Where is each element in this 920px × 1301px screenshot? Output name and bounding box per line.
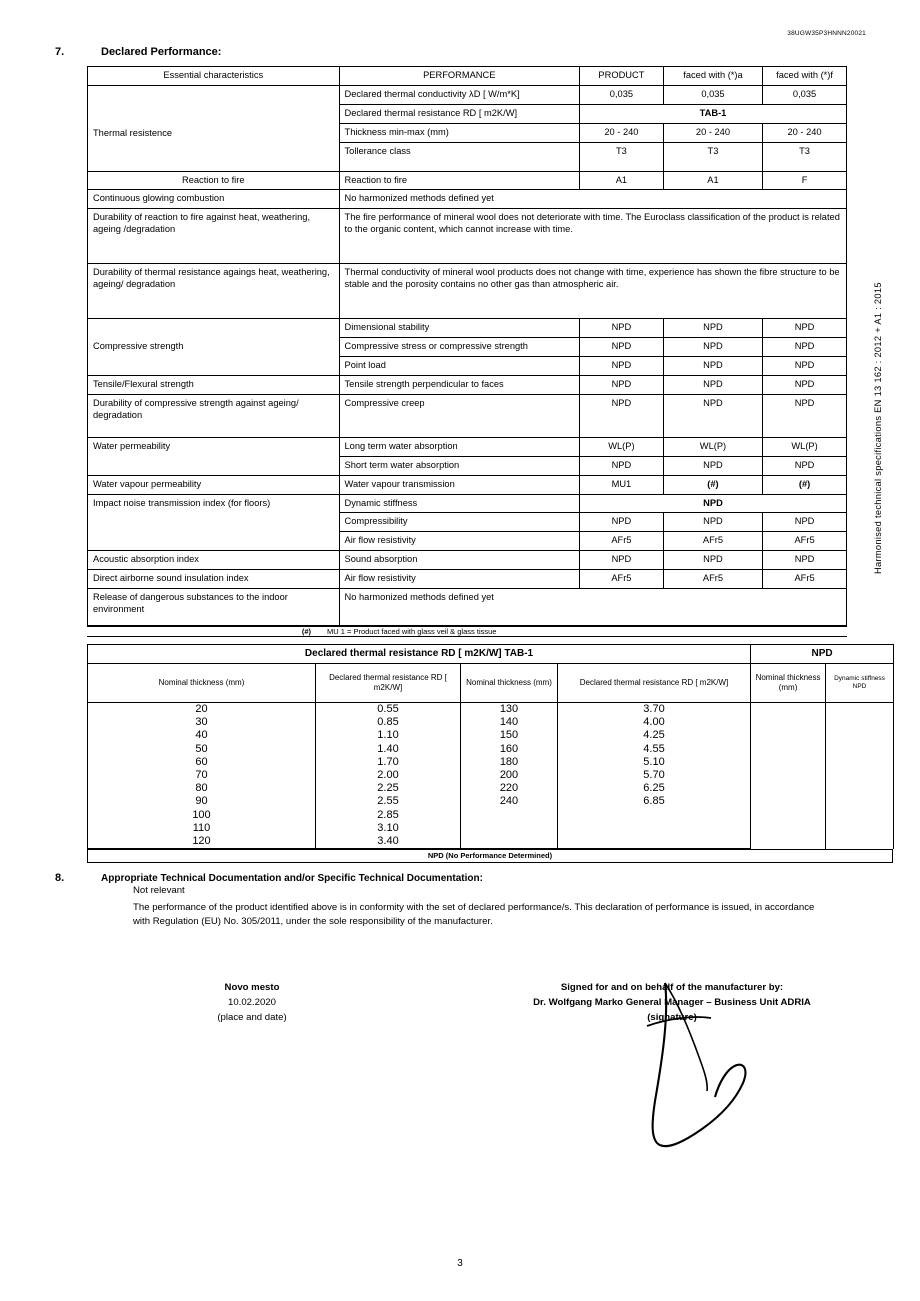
section-7-number: 7.: [55, 46, 65, 58]
section-8-heading: [52, 872, 868, 884]
char-water-permeability: Water permeability: [88, 437, 340, 475]
tab1-header-row: [88, 664, 894, 703]
place-and-date-label: (place and date): [217, 1011, 287, 1023]
value-faced-f: 0,035: [763, 85, 847, 104]
char-durability-compressive-strength: Durability of compressive strength against ageing/ degradation: [88, 394, 340, 437]
tab1-thickness-1: 40: [88, 729, 316, 742]
value-faced-f: NPD: [763, 456, 847, 475]
section-8-number: 8.: [55, 872, 65, 885]
tab1-thickness-1: 110: [88, 822, 316, 835]
tab1-thickness-1: 60: [88, 756, 316, 769]
tab1-thickness-1: 30: [88, 716, 316, 729]
perf-no-harmonized-methods-2: No harmonized methods defined yet: [339, 589, 846, 626]
value-product: MU1: [580, 475, 664, 494]
value-faced-a: (#): [663, 475, 762, 494]
char-water-vapour-permeability: Water vapour permeability: [88, 475, 340, 494]
table-row: [88, 319, 847, 338]
perf-compressibility: Compressibility: [339, 513, 579, 532]
value-product: WL(P): [580, 437, 664, 456]
signed-for-label: Signed for and on behalf of the manufacturer by:: [560, 981, 784, 993]
signature-block: [52, 981, 868, 1171]
tab1-rd-2: 4.00: [558, 716, 751, 729]
value-product: NPD: [580, 551, 664, 570]
char-impact-noise-transmission: Impact noise transmission index (for floors): [88, 494, 340, 551]
value-faced-a: T3: [663, 142, 762, 171]
value-faced-f: 20 - 240: [763, 123, 847, 142]
tab1-header-nominal-thickness-1: Nominal thickness (mm): [88, 664, 316, 703]
value-faced-a: AFr5: [663, 570, 762, 589]
tab1-npd-title: NPD: [751, 645, 894, 664]
table-row: [88, 376, 847, 395]
tab1-thickness-2: 220: [461, 782, 558, 795]
tab1-rd-2: 5.70: [558, 769, 751, 782]
table-row: [88, 570, 847, 589]
char-durability-thermal-resistance: Durability of thermal resistance agaings heat, weathering, ageing/ degradation: [88, 264, 340, 319]
tab1-rd-2: 6.25: [558, 782, 751, 795]
value-product: 0,035: [580, 85, 664, 104]
value-faced-a: 0,035: [663, 85, 762, 104]
tab1-header-rd-2: Declared thermal resistance RD [ m2K/W]: [558, 664, 751, 703]
perf-tensile-strength: Tensile strength perpendicular to faces: [339, 376, 579, 395]
value-faced-a: NPD: [663, 376, 762, 395]
value-faced-f: (#): [763, 475, 847, 494]
perf-tollerance-class: Tollerance class: [339, 142, 579, 171]
value-faced-f: NPD: [763, 338, 847, 357]
tab1-title: Declared thermal resistance RD [ m2K/W] TAB-1: [88, 645, 751, 664]
harmonised-spec-side-label: Harmonised technical specifications EN 13 162 : 2012 + A1 : 2015: [873, 282, 883, 574]
tab1-rd-1: 3.10: [316, 822, 461, 835]
footnote-marker: (#): [301, 627, 311, 637]
value-faced-a: NPD: [663, 319, 762, 338]
value-faced-a: A1: [663, 171, 762, 190]
tab1-thickness-1: 100: [88, 809, 316, 822]
perf-dimensional-stability: Dimensional stability: [339, 319, 579, 338]
value-faced-a: 20 - 240: [663, 123, 762, 142]
value-faced-a: NPD: [663, 338, 762, 357]
footnote-row: [87, 626, 847, 637]
value-faced-f: NPD: [763, 551, 847, 570]
table-row: [88, 494, 847, 513]
value-product: NPD: [580, 357, 664, 376]
section-8-title: Appropriate Technical Documentation and/or Specific Technical Documentation:: [101, 873, 483, 885]
footnote-text: MU 1 = Product faced with glass veil & glass tissue: [327, 627, 497, 637]
value-faced-f: NPD: [763, 394, 847, 437]
char-compressive-strength: Compressive strength: [88, 319, 340, 376]
value-product: T3: [580, 142, 664, 171]
char-acoustic-absorption-index: Acoustic absorption index: [88, 551, 340, 570]
tab1-header-rd-1: Declared thermal resistance RD [ m2K/W]: [316, 664, 461, 703]
table-row: [88, 190, 847, 209]
value-product: NPD: [580, 513, 664, 532]
value-product: NPD: [580, 338, 664, 357]
tab1-thickness-1: 50: [88, 743, 316, 756]
perf-thickness: Thickness min-max (mm): [339, 123, 579, 142]
tab1-dynamic-stiffness-cell: [826, 703, 894, 849]
perf-compressive-creep: Compressive creep: [339, 394, 579, 437]
tab1-thickness-2: 200: [461, 769, 558, 782]
perf-point-load: Point load: [339, 357, 579, 376]
char-thermal-resistence: Thermal resistence: [88, 85, 340, 171]
tab1-rd-1: 3.40: [316, 835, 461, 849]
tab1-thermal-resistance-table: [87, 644, 894, 849]
tab1-rd-1: 1.70: [316, 756, 461, 769]
char-reaction-to-fire: Reaction to fire: [88, 171, 340, 190]
table-row: [88, 171, 847, 190]
perf-durability-thermal-resistance: Thermal conductivity of mineral wool products does not change with time, experience has shown the fibre structure to be stable and the porosity contains no other gas than atmospheric air.: [339, 264, 846, 319]
value-faced-f: F: [763, 171, 847, 190]
perf-sound-absorption: Sound absorption: [339, 551, 579, 570]
table-row: [88, 437, 847, 456]
value-product: AFr5: [580, 570, 664, 589]
value-faced-a: NPD: [663, 551, 762, 570]
tab1-rd-2: 3.70: [558, 703, 751, 717]
char-release-dangerous-substances: Release of dangerous substances to the indoor environment: [88, 589, 340, 626]
tab1-thickness-1: 20: [88, 703, 316, 717]
tab1-thickness-2: 150: [461, 729, 558, 742]
value-faced-f: WL(P): [763, 437, 847, 456]
section-8-line2: The performance of the product identified above is in conformity with the set of declared performance/s. This declaration of performance is issued, in accordance with Regulation (EU) No. 305/2011, under the sole responsibility of the manufacturer.: [133, 902, 815, 927]
perf-dynamic-stiffness: Dynamic stiffness: [339, 494, 579, 513]
header-faced-f: faced with (*)f: [763, 67, 847, 86]
table-header-row: [88, 67, 847, 86]
value-product: 20 - 240: [580, 123, 664, 142]
tab1-rd-1: 2.00: [316, 769, 461, 782]
date: 10.02.2020: [227, 996, 276, 1008]
tab1-thickness-2: 160: [461, 743, 558, 756]
table-row: [88, 703, 894, 717]
tab1-rd-1: 2.85: [316, 809, 461, 822]
tab1-thickness-2: 140: [461, 716, 558, 729]
tab1-rd-2: 4.25: [558, 729, 751, 742]
tab1-rd-1: 0.85: [316, 716, 461, 729]
value-faced-a: NPD: [663, 394, 762, 437]
perf-water-vapour-transmission: Water vapour transmission: [339, 475, 579, 494]
perf-thermal-resistance: Declared thermal resistance RD [ m2K/W]: [339, 104, 579, 123]
value-product: AFr5: [580, 532, 664, 551]
char-continuous-glowing-combustion: Continuous glowing combustion: [88, 190, 340, 209]
value-product: A1: [580, 171, 664, 190]
value-faced-a: NPD: [663, 513, 762, 532]
tab1-rd-2: [558, 809, 751, 822]
section-7-title: Declared Performance:: [101, 46, 222, 58]
signer-name-title: Dr. Wolfgang Marko General Manager – Business Unit ADRIA: [533, 996, 811, 1008]
page-number: 3: [457, 1258, 463, 1269]
tab1-thickness-2: [461, 835, 558, 849]
tab1-rd-2: 6.85: [558, 795, 751, 808]
header-performance: PERFORMANCE: [339, 67, 579, 86]
value-tab1-ref: TAB-1: [580, 104, 847, 123]
section-7-heading: [52, 46, 868, 58]
tab1-title-row: [88, 645, 894, 664]
value-faced-a: AFr5: [663, 532, 762, 551]
tab1-thickness-2: [461, 809, 558, 822]
tab1-rd-2: 5.10: [558, 756, 751, 769]
value-faced-f: NPD: [763, 319, 847, 338]
tab1-rd-2: [558, 822, 751, 835]
handwritten-signature-icon: [607, 971, 787, 1151]
value-faced-f: AFr5: [763, 532, 847, 551]
char-direct-airborne-sound-insulation: Direct airborne sound insulation index: [88, 570, 340, 589]
value-faced-f: NPD: [763, 513, 847, 532]
char-tensile-flexural-strength: Tensile/Flexural strength: [88, 376, 340, 395]
place-date-block: [162, 981, 342, 1026]
header-faced-a: faced with (*)a: [663, 67, 762, 86]
table-row: [88, 85, 847, 104]
perf-long-term-water-absorption: Long term water absorption: [339, 437, 579, 456]
value-product: NPD: [580, 376, 664, 395]
table-row: [88, 589, 847, 626]
table-row: [88, 394, 847, 437]
place: Novo mesto: [224, 981, 280, 993]
tab1-thickness-1: 70: [88, 769, 316, 782]
table-row: [88, 209, 847, 264]
performance-table-area: [87, 66, 895, 863]
tab1-rd-1: 2.55: [316, 795, 461, 808]
tab1-header-nominal-thickness-2: Nominal thickness (mm): [461, 664, 558, 703]
tab1-thickness-1: 120: [88, 835, 316, 849]
table-row: [88, 551, 847, 570]
tab1-nominal-thickness-3-cell: [751, 703, 826, 849]
table-row: [88, 264, 847, 319]
document-code: 38UGW35P3HNNN20021: [787, 30, 866, 37]
tab1-thickness-2: 240: [461, 795, 558, 808]
tab1-header-nominal-thickness-3: Nominal thickness (mm): [751, 664, 826, 703]
value-faced-f: T3: [763, 142, 847, 171]
signature-label: (signature): [647, 1011, 697, 1023]
value-faced-a: WL(P): [663, 437, 762, 456]
tab1-rd-1: 0.55: [316, 703, 461, 717]
section-8-line1: Not relevant: [133, 885, 185, 897]
perf-durability-reaction-fire: The fire performance of mineral wool does not deteriorate with time. The Euroclass classification of the product is related to the organic content, which cannot increase with time.: [339, 209, 846, 264]
perf-compressive-stress: Compressive stress or compressive strength: [339, 338, 579, 357]
declared-performance-table: [87, 66, 847, 626]
tab1-rd-2: [558, 835, 751, 849]
tab1-rd-1: 1.40: [316, 743, 461, 756]
tab1-header-dynamic-stiffness: Dynamic stiffness NPD: [826, 664, 894, 703]
value-faced-f: NPD: [763, 357, 847, 376]
value-product: NPD: [580, 319, 664, 338]
value-product: NPD: [580, 394, 664, 437]
value-product: NPD: [580, 456, 664, 475]
char-durability-reaction-fire: Durability of reaction to fire against heat, weathering, ageing /degradation: [88, 209, 340, 264]
value-faced-a: NPD: [663, 456, 762, 475]
header-product: PRODUCT: [580, 67, 664, 86]
tab1-thickness-2: 130: [461, 703, 558, 717]
tab1-thickness-2: [461, 822, 558, 835]
tab1-thickness-1: 90: [88, 795, 316, 808]
value-faced-a: NPD: [663, 357, 762, 376]
header-essential-characteristics: Essential characteristics: [88, 67, 340, 86]
perf-thermal-conductivity: Declared thermal conductivity λD [ W/m*K]: [339, 85, 579, 104]
perf-short-term-water-absorption: Short term water absorption: [339, 456, 579, 475]
tab1-thickness-2: 180: [461, 756, 558, 769]
perf-air-flow-resistivity-2: Air flow resistivity: [339, 570, 579, 589]
perf-air-flow-resistivity: Air flow resistivity: [339, 532, 579, 551]
tab1-footer-npd: NPD (No Performance Determined): [87, 849, 893, 863]
perf-reaction-to-fire: Reaction to fire: [339, 171, 579, 190]
value-faced-f: AFr5: [763, 570, 847, 589]
value-dynamic-stiffness-npd: NPD: [580, 494, 847, 513]
tab1-rd-2: 4.55: [558, 743, 751, 756]
perf-no-harmonized-methods: No harmonized methods defined yet: [339, 190, 846, 209]
value-faced-f: NPD: [763, 376, 847, 395]
table-row: [88, 475, 847, 494]
tab1-rd-1: 1.10: [316, 729, 461, 742]
tab1-rd-1: 2.25: [316, 782, 461, 795]
tab1-thickness-1: 80: [88, 782, 316, 795]
